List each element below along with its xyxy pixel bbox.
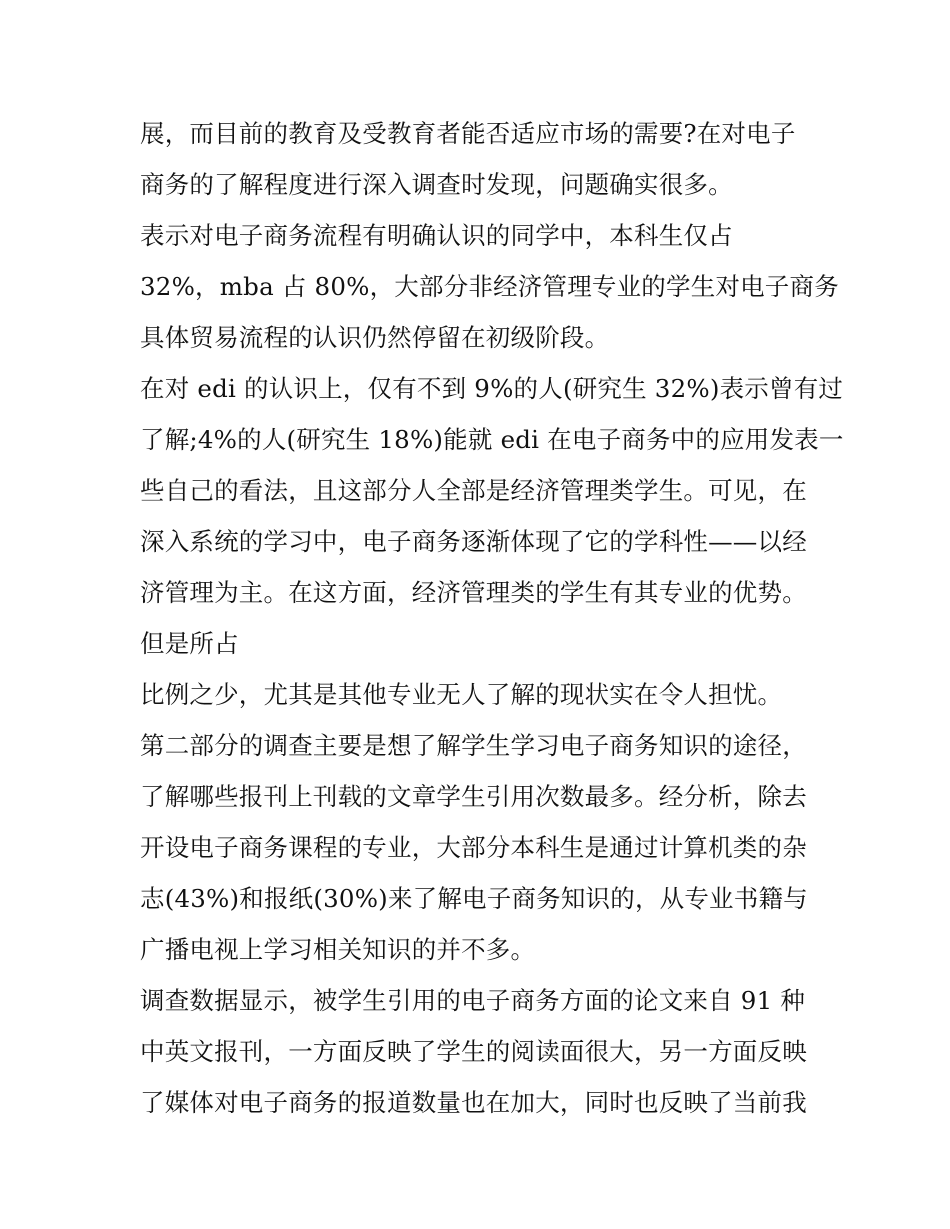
text-line: 深入系统的学习中，电子商务逐渐体现了它的学科性——以经: [140, 527, 807, 556]
text-line: 商务的了解程度进行深入调查时发现，问题确实很多。: [140, 170, 733, 199]
text-line: 比例之少，尤其是其他专业无人了解的现状实在令人担忧。: [140, 680, 783, 709]
text-line: 了解哪些报刊上刊载的文章学生引用次数最多。经分析，除去: [140, 782, 807, 811]
text-line: 志(43%)和报纸(30%)来了解电子商务知识的，从专业书籍与: [140, 884, 808, 913]
text-line: 第二部分的调查主要是想了解学生学习电子商务知识的途径，: [140, 731, 807, 760]
text-line: 具体贸易流程的认识仍然停留在初级阶段。: [140, 323, 610, 352]
text-line: 了解;4%的人(研究生 18%)能就 edi 在电子商务中的应用发表一: [140, 425, 844, 454]
document-body: [140, 108, 844, 1128]
text-line: 表示对电子商务流程有明确认识的同学中，本科生仅占: [140, 221, 733, 250]
text-line: 济管理为主。在这方面，经济管理类的学生有其专业的优势。: [140, 578, 807, 607]
text-line: 开设电子商务课程的专业，大部分本科生是通过计算机类的杂: [140, 833, 807, 862]
text-line: 但是所占: [140, 629, 239, 658]
text-line: 在对 edi 的认识上，仅有不到 9%的人(研究生 32%)表示曾有过: [140, 374, 844, 403]
text-line: 了媒体对电子商务的报道数量也在加大，同时也反映了当前我: [140, 1088, 807, 1117]
text-line: 些自己的看法，且这部分人全部是经济管理类学生。可见，在: [140, 476, 807, 505]
text-line: 中英文报刊，一方面反映了学生的阅读面很大，另一方面反映: [140, 1037, 807, 1066]
text-line: 广播电视上学习相关知识的并不多。: [140, 935, 536, 964]
text-line: 调查数据显示，被学生引用的电子商务方面的论文来自 91 种: [140, 986, 806, 1015]
text-line: 展，而目前的教育及受教育者能否适应市场的需要?在对电子: [140, 119, 796, 148]
text-line: 32%，mba 占 80%，大部分非经济管理专业的学生对电子商务: [140, 272, 839, 301]
